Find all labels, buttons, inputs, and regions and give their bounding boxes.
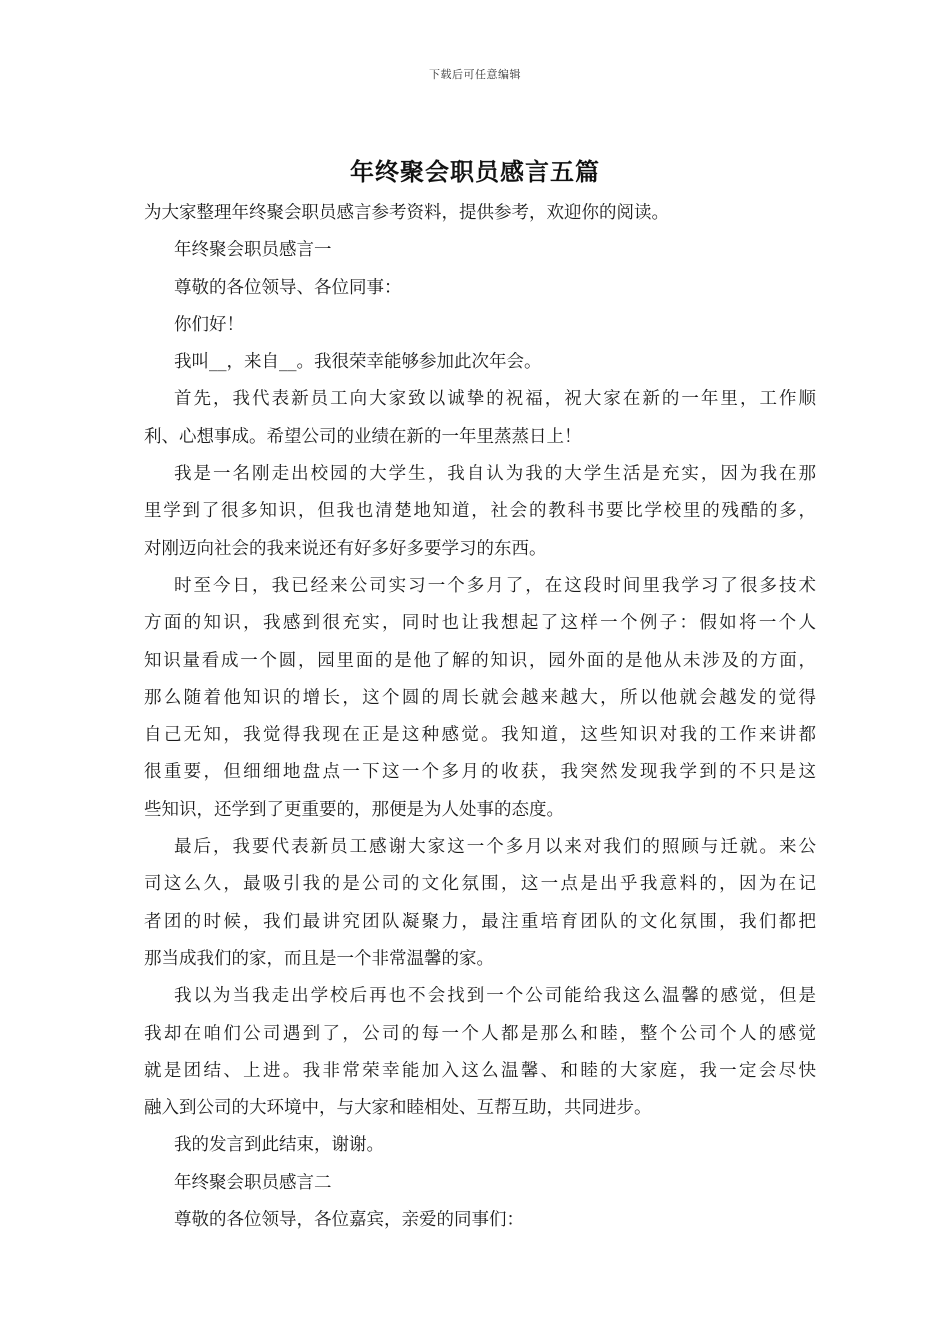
text-line: 时至今日，我已经来公司实习一个多月了，在这段时间里我学习了很多技术 (174, 575, 816, 596)
text-line: 很重要，但细细地盘点一下这一个多月的收获，我突然发现我学到的不只是这 (144, 762, 816, 783)
text-line: 些知识，还学到了更重要的，那便是为人处事的态度。 (144, 799, 564, 820)
document-body (144, 195, 816, 1239)
text-line: 我却在咱们公司遇到了，公司的每一个人都是那么和睦，整个公司个人的感觉 (144, 1023, 816, 1044)
text-line: 我叫__，来自__。我很荣幸能够参加此次年会。 (174, 352, 542, 373)
closing-line: 我的发言到此结束，谢谢。 (174, 1135, 384, 1156)
section-heading-1: 年终聚会职员感言一 (174, 240, 332, 261)
salutation: 尊敬的各位领导、各位同事： (174, 277, 402, 298)
text-line: 对刚迈向社会的我来说还有好多好多要学习的东西。 (144, 538, 547, 559)
text-line: 里学到了很多知识，但我也清楚地知道，社会的教科书要比学校里的残酷的多， (144, 501, 816, 522)
header-note: 下载后可任意编辑 (429, 68, 521, 81)
text-line: 融入到公司的大环境中，与大家和睦相处、互帮互助，共同进步。 (144, 1098, 652, 1119)
salutation: 尊敬的各位领导，各位嘉宾，亲爱的同事们： (174, 1210, 524, 1231)
intro-line: 为大家整理年终聚会职员感言参考资料，提供参考，欢迎你的阅读。 (144, 203, 669, 223)
text-line: 那么随着他知识的增长，这个圆的周长就会越来越大，所以他就会越发的觉得 (144, 687, 816, 708)
text-line: 首先，我代表新员工向大家致以诚挚的祝福，祝大家在新的一年里，工作顺 (174, 389, 816, 410)
text-line: 方面的知识，我感到很充实，同时也让我想起了这样一个例子：假如将一个人 (144, 613, 816, 634)
greeting: 你们好！ (174, 314, 244, 335)
text-line: 知识量看成一个圆，园里面的是他了解的知识，园外面的是他从未涉及的方面， (144, 650, 816, 671)
text-line: 最后，我要代表新员工感谢大家这一个多月以来对我们的照顾与迁就。来公 (174, 837, 816, 858)
text-line: 那当成我们的家，而且是一个非常温馨的家。 (144, 948, 494, 969)
section-heading-2: 年终聚会职员感言二 (174, 1172, 332, 1193)
text-line: 司这么久，最吸引我的是公司的文化氛围，这一点是出乎我意料的，因为在记 (144, 874, 816, 895)
text-line: 就是团结、上进。我非常荣幸能加入这么温馨、和睦的大家庭，我一定会尽快 (144, 1060, 816, 1081)
text-line: 我是一名刚走出校园的大学生，我自认为我的大学生活是充实，因为我在那 (174, 464, 816, 485)
text-line: 利、心想事成。希望公司的业绩在新的一年里蒸蒸日上！ (144, 426, 582, 447)
text-line: 自己无知，我觉得我现在正是这种感觉。我知道，这些知识对我的工作来讲都 (144, 725, 816, 746)
text-line: 我以为当我走出学校后再也不会找到一个公司能给我这么温馨的感觉，但是 (174, 986, 816, 1007)
text-line: 者团的时候，我们最讲究团队凝聚力，最注重培育团队的文化氛围，我们都把 (144, 911, 816, 932)
document-title: 年终聚会职员感言五篇 (350, 157, 600, 186)
